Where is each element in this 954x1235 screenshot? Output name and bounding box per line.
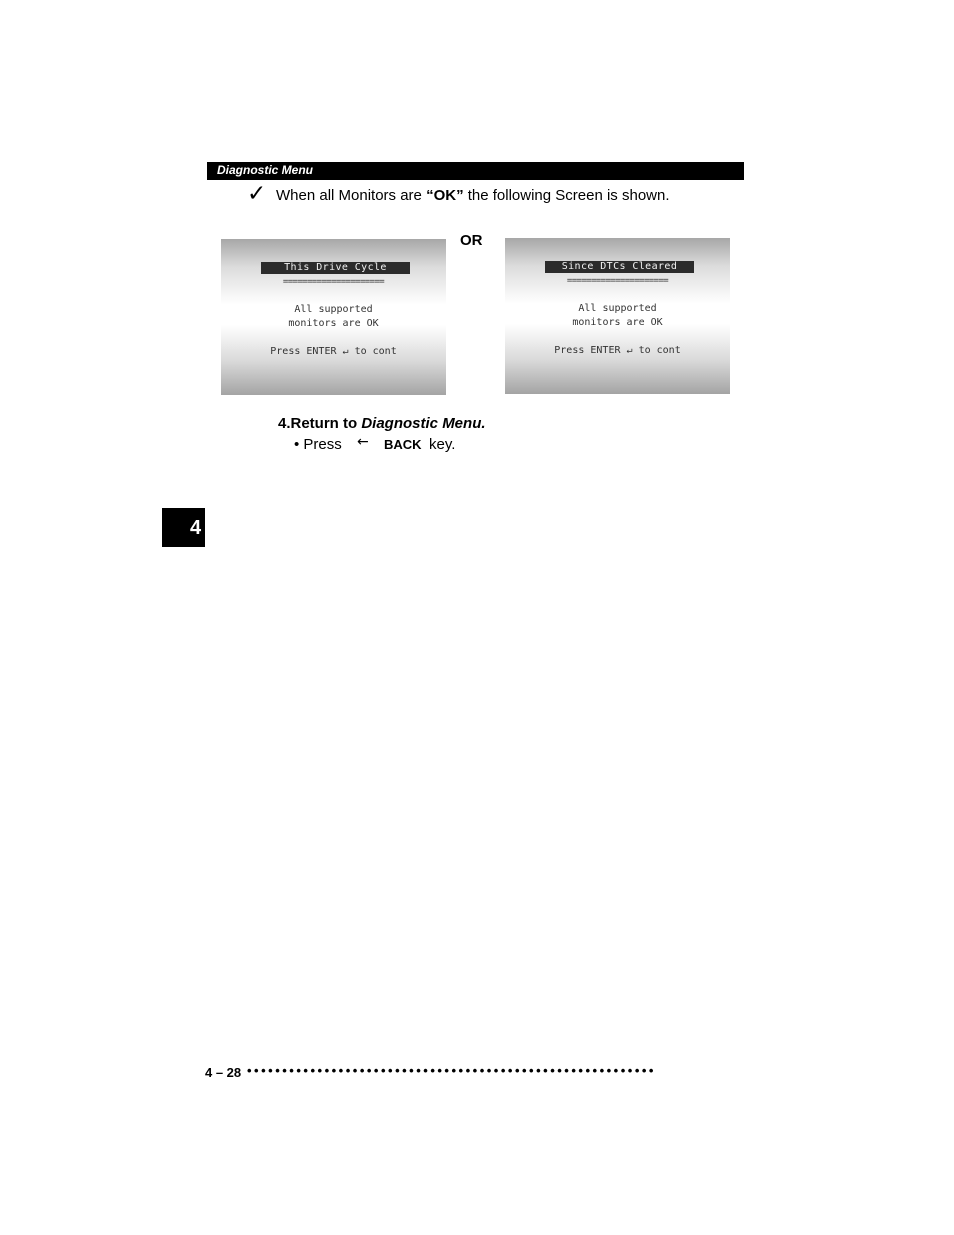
or-separator: OR — [460, 232, 483, 249]
enter-icon: ↵ — [342, 346, 349, 357]
chapter-tab: 4 — [162, 508, 205, 547]
key-suffix: key. — [429, 436, 456, 453]
screen-title: Since DTCs Cleared — [545, 261, 694, 273]
screen-rule: ===================== — [566, 276, 669, 286]
screen-prompt: Press ENTER ↵ to cont — [270, 346, 397, 357]
screen-message-line: monitors are OK — [288, 318, 379, 329]
screen-title: This Drive Cycle — [261, 262, 410, 274]
step-heading: 4.Return to Diagnostic Menu. — [278, 415, 486, 432]
screen-rule: ===================== — [282, 277, 385, 287]
section-title: Diagnostic Menu — [217, 163, 314, 177]
intro-text: When all Monitors are “OK” the following Screen is shown. — [276, 187, 670, 204]
footer-dot-leader: •••••••••••••••••••••••••••••••••••••••••••••••••••••••••• — [247, 1063, 656, 1078]
screen-message-line: All supported — [294, 304, 373, 315]
screen-message-line: All supported — [578, 303, 657, 314]
section-header-bar — [207, 162, 744, 180]
enter-icon: ↵ — [626, 345, 633, 356]
screen-this-drive-cycle — [221, 239, 446, 395]
page-number: 4 – 28 — [205, 1065, 242, 1080]
screen-prompt: Press ENTER ↵ to cont — [554, 345, 681, 356]
checkmark-icon: ✓ — [247, 181, 267, 207]
step-instruction: • Press — [294, 436, 342, 453]
screen-since-dtcs-cleared — [505, 238, 730, 394]
back-key-label: BACK — [384, 437, 422, 452]
screen-message-line: monitors are OK — [572, 317, 663, 328]
back-arrow-icon: ← — [357, 434, 369, 450]
